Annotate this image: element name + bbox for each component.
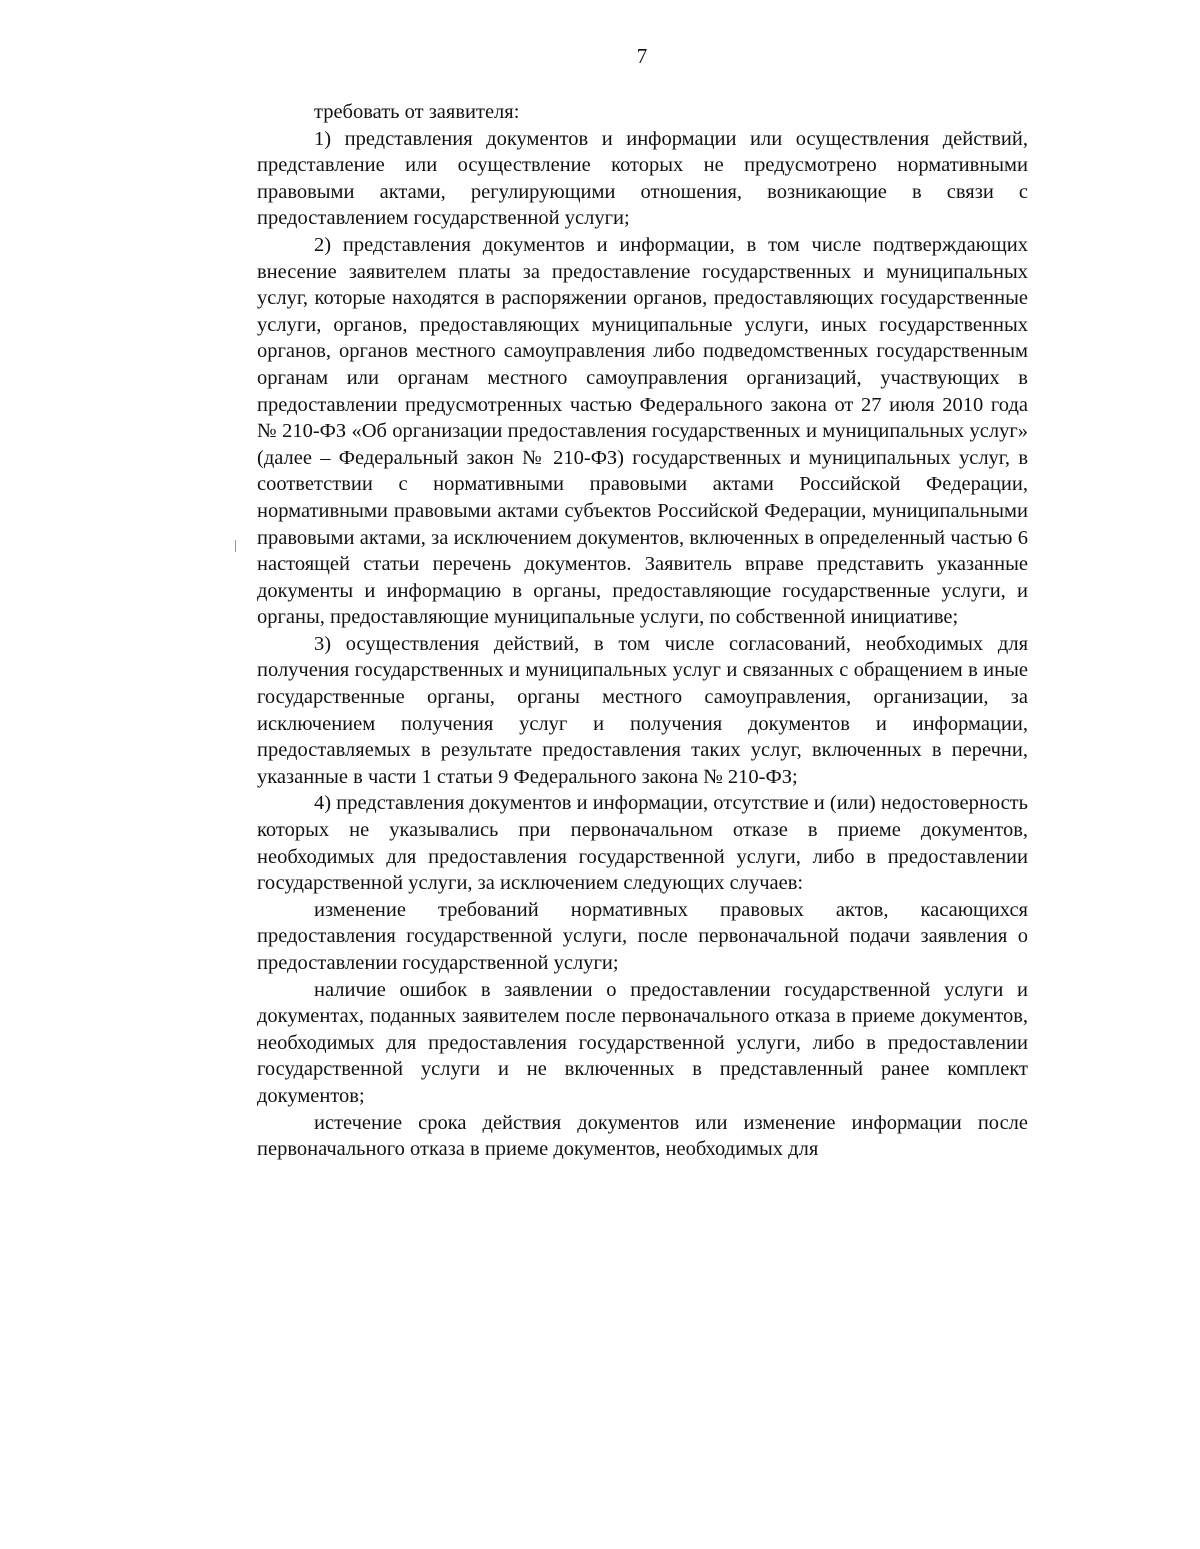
document-body <box>257 99 1028 1163</box>
paragraph-case-1: изменение требований нормативных правовых актов, касающихся предоставления государственной услуги, после первоначальной подачи заявления о предоставлении государственной услуги; <box>257 898 1028 974</box>
paragraph-item-4: 4) представления документов и информации, отсутствие и (или) недостоверность которых не указывались при первоначальном отказе в приеме документов, необходимых для предоставления государственной услуги, либо в предоставлении государственной услуги, за исключением следующих случаев: <box>257 792 1028 895</box>
paragraph-case-3: истечение срока действия документов или изменение информации после первоначального отказа в приеме документов, необходимых для <box>257 1111 1028 1161</box>
page-number: 7 <box>636 44 648 68</box>
paragraph-case-2: наличие ошибок в заявлении о предоставлении государственной услуги и документах, поданных заявителем после первоначального отказа в приеме документов, необходимых для предоставления государственной услуги, либо в предоставлении государственной услуги и не включенных в представленный ранее комплект документов; <box>257 978 1028 1107</box>
paragraph-item-1: 1) представления документов и информации или осуществления действий, представление или осуществление которых не предусмотрено нормативными правовыми актами, регулирующими отношения, возникающие в связи с предоставлением государственной услуги; <box>257 127 1028 230</box>
paragraph-item-2: 2) представления документов и информации, в том числе подтверждающих внесение заявителем платы за предоставление государственных и муниципальных услуг, которые находятся в распоряжении органов, предоставляющих государственные услуги, органов, предоставляющих муниципальные услуги, иных государственных органов, органов местного самоуправления либо подведомственных государственным органам или органам местного самоуправления организаций, участвующих в предоставлении предусмотренных частью Федерального закона от 27 июля 2010 года № 210-ФЗ «Об организации предоставления государственных и муниципальных услуг» (далее – Федеральный закон № 210-ФЗ) государственных и муниципальных услуг, в соответствии с нормативными правовыми актами Российской Федерации, нормативными правовыми актами субъектов Российской Федерации, муниципальными правовыми актами, за исключением документов, включенных в определенный частью 6 настоящей статьи перечень документов. Заявитель вправе представить указанные документы и информацию в органы, предоставляющие государственные услуги, и органы, предоставляющие муниципальные услуги, по собственной инициативе; <box>257 233 1028 629</box>
paragraph-intro: требовать от заявителя: <box>314 101 520 123</box>
scan-artifact <box>235 540 236 552</box>
paragraph-item-3: 3) осуществления действий, в том числе согласований, необходимых для получения государственных и муниципальных услуг и связанных с обращением в иные государственные органы, органы местного самоуправления, организации, за исключением получения услуг и получения документов и информации, предоставляемых в результате предоставления таких услуг, включенных в перечни, указанные в части 1 статьи 9 Федерального закона № 210-ФЗ; <box>257 632 1028 788</box>
